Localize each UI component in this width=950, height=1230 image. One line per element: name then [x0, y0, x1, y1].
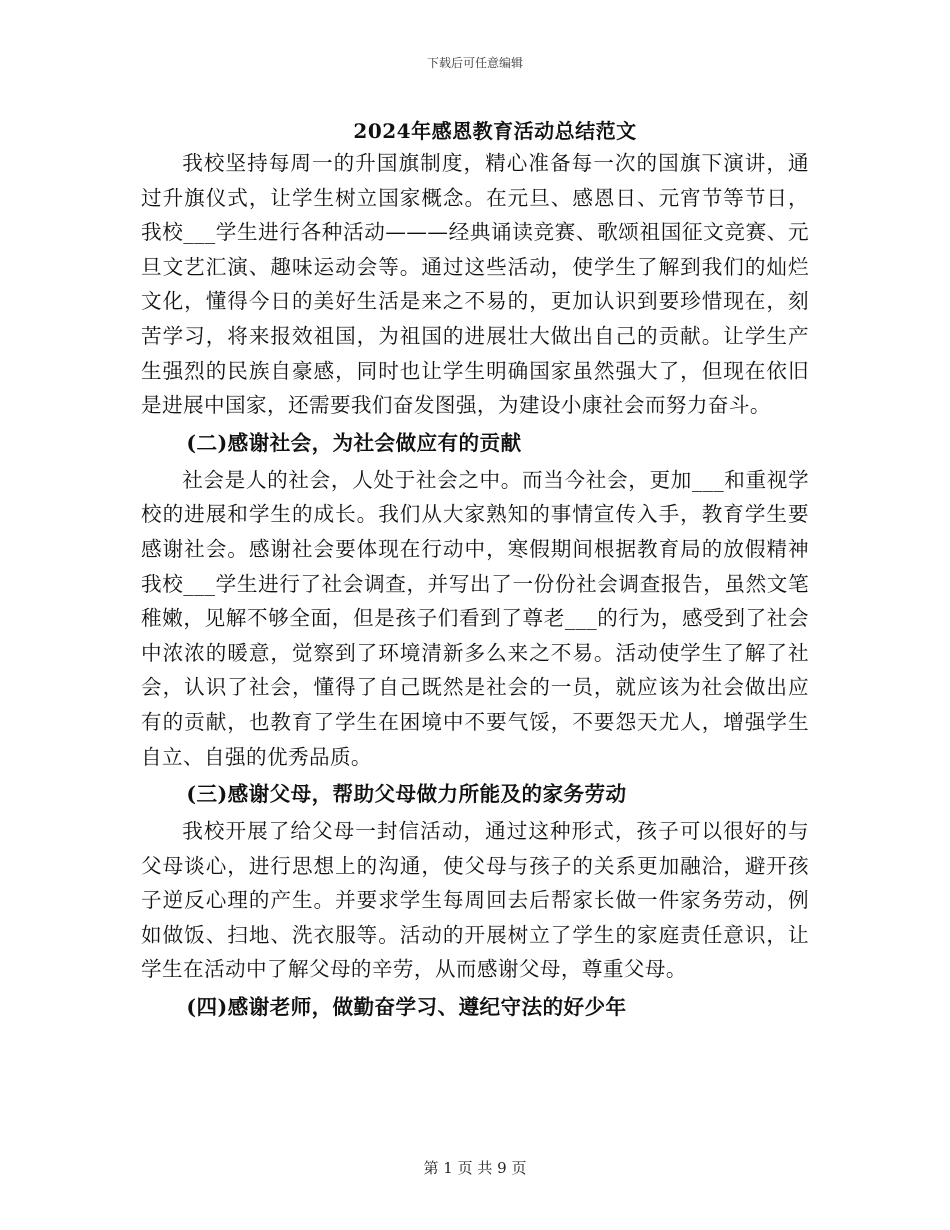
- paragraph-patriotism: 我校坚持每周一的升国旗制度，精心准备每一次的国旗下演讲，通过升旗仪式，让学生树立国家概念。在元旦、感恩日、元宵节等节日，我校___学生进行各种活动———经典诵读竞赛、歌颂祖国征文竞赛、元旦文艺汇演、趣味运动会等。通过这些活动，使学生了解到我们的灿烂文化，懂得今日的美好生活是来之不易的，更加认识到要珍惜现在，刻苦学习，将来报效祖国，为祖国的进展壮大做出自己的贡献。让学生产生强烈的民族自豪感，同时也让学生明确国家虽然强大了，但现在依旧是进展中国家，还需要我们奋发图强，为建设小康社会而努力奋斗。: [141, 151, 809, 418]
- paragraph-parents: 我校开展了给父母一封信活动，通过这种形式，孩子可以很好的与父母谈心，进行思想上的沟通，使父母与孩子的关系更加融洽，避开孩子逆反心理的产生。并要求学生每周回去后帮家长做一件家务劳动，例如做饭、扫地、洗衣服等。活动的开展树立了学生的家庭责任意识，让学生在活动中了解父母的辛劳，从而感谢父母，尊重父母。: [141, 819, 809, 982]
- page-number: 第 1 页 共 9 页: [423, 1159, 527, 1177]
- section-heading-parents: (三)感谢父母，帮助父母做力所能及的家务劳动: [186, 782, 627, 807]
- paragraph-society: 社会是人的社会，人处于社会之中。而当今社会，更加___和重视学校的进展和学生的成长。我们从大家熟知的事情宣传入手，教育学生要感谢社会。感谢社会要体现在行动中，寒假期间根据教育局的放假精神我校___学生进行了社会调查，并写出了一份份社会调查报告，虽然文笔稚嫩，见解不够全面，但是孩子们看到了尊老___的行为，感受到了社会中浓浓的暖意，觉察到了环境清新多么来之不易。活动使学生了解了社会，认识了社会，懂得了自己既然是社会的一员，就应该为社会做出应有的贡献，也教育了学生在困境中不要气馁，不要怨天尤人，增强学生自立、自强的优秀品质。: [141, 467, 809, 769]
- section-heading-society: (二)感谢社会，为社会做应有的贡献: [186, 430, 522, 455]
- document-body: [141, 146, 809, 1027]
- header-note: 下载后可任意编辑: [426, 56, 523, 70]
- document-title: 2024年感恩教育活动总结范文: [353, 119, 637, 143]
- section-heading-teachers: (四)感谢老师，做勤奋学习、遵纪守法的好少年: [186, 995, 627, 1020]
